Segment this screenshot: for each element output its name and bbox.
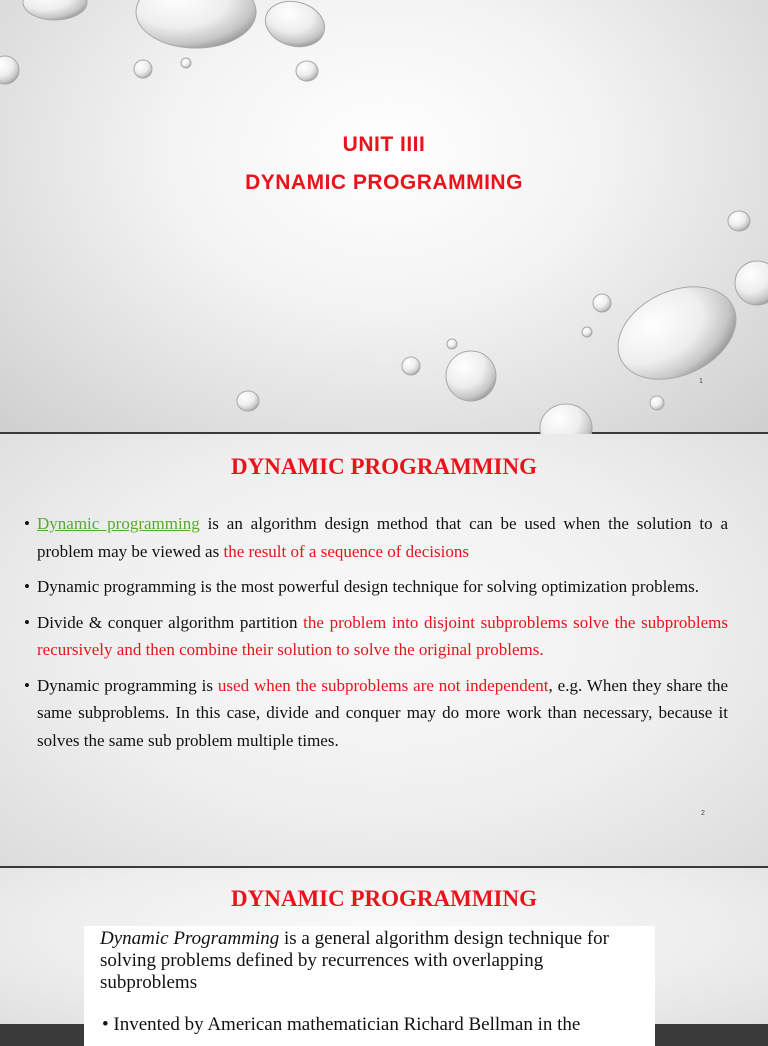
definition-body: is a general algorithm design technique for solving problems defined by recurrences with overlapping subproblems <box>100 928 610 993</box>
content-slide <box>0 434 768 866</box>
water-drops-decoration <box>0 0 768 432</box>
dynamic-programming-link[interactable]: Dynamic programming <box>37 514 200 533</box>
water-drop <box>402 357 420 375</box>
slide-heading: DYNAMIC PROGRAMMING <box>231 886 537 911</box>
water-drop <box>0 56 19 84</box>
definition-term: Dynamic Programming <box>100 928 280 949</box>
bullet-text: Dynamic programming is the most powerful design technique for solving optimization problems. <box>37 577 699 596</box>
water-drop <box>593 294 611 312</box>
bullet-text: Dynamic programming is <box>37 675 218 695</box>
water-drop <box>237 391 259 411</box>
water-drop <box>134 60 152 78</box>
slide-number: 2 <box>701 810 705 817</box>
water-drop <box>650 396 664 410</box>
water-drop <box>735 261 768 305</box>
bullet-item <box>24 672 728 755</box>
water-drop <box>136 0 256 48</box>
bullet-text: Divide & conquer algorithm partition <box>37 612 304 632</box>
slide-heading: DYNAMIC PROGRAMMING <box>231 454 537 479</box>
water-drop <box>23 0 87 20</box>
water-drop <box>260 0 329 53</box>
bullet-highlight: used when the subproblems are not independent <box>217 675 549 695</box>
bullet-item <box>24 609 728 664</box>
water-drop <box>446 351 496 401</box>
bullet-text: , e.g. When they share the same subproblems. In this case, divide and conquer may do more work than necessary, because it solves the same sub problem multiple times. <box>37 675 729 750</box>
bullet-list <box>24 510 728 762</box>
water-drop <box>603 269 751 398</box>
bullet-highlight: the problem into disjoint subproblems solve the subproblems recursively and then combine their solution to solve the original problems. <box>37 612 728 659</box>
bullet-text: is an algorithm design method that can be used when the solution to a problem may be viewed as <box>37 514 728 561</box>
title-slide <box>0 0 768 432</box>
water-drop <box>728 211 750 231</box>
slide-title: DYNAMIC PROGRAMMING <box>245 171 523 194</box>
slide-number: 1 <box>699 378 703 385</box>
bullet-highlight: the result of a sequence of decisions <box>223 541 469 561</box>
bullet-item <box>24 573 728 601</box>
water-drop <box>181 58 191 68</box>
water-drop <box>447 339 457 349</box>
water-drop <box>582 327 592 337</box>
content-slide <box>0 868 768 1035</box>
unit-title: UNIT IIII <box>342 133 426 156</box>
cut-off-bullet: • Invented by American mathematician Richard Bellman in the <box>102 1014 581 1035</box>
water-drop <box>296 61 318 81</box>
bullet-item <box>24 510 728 565</box>
definition-image <box>84 926 655 1046</box>
definition-text <box>100 928 640 994</box>
